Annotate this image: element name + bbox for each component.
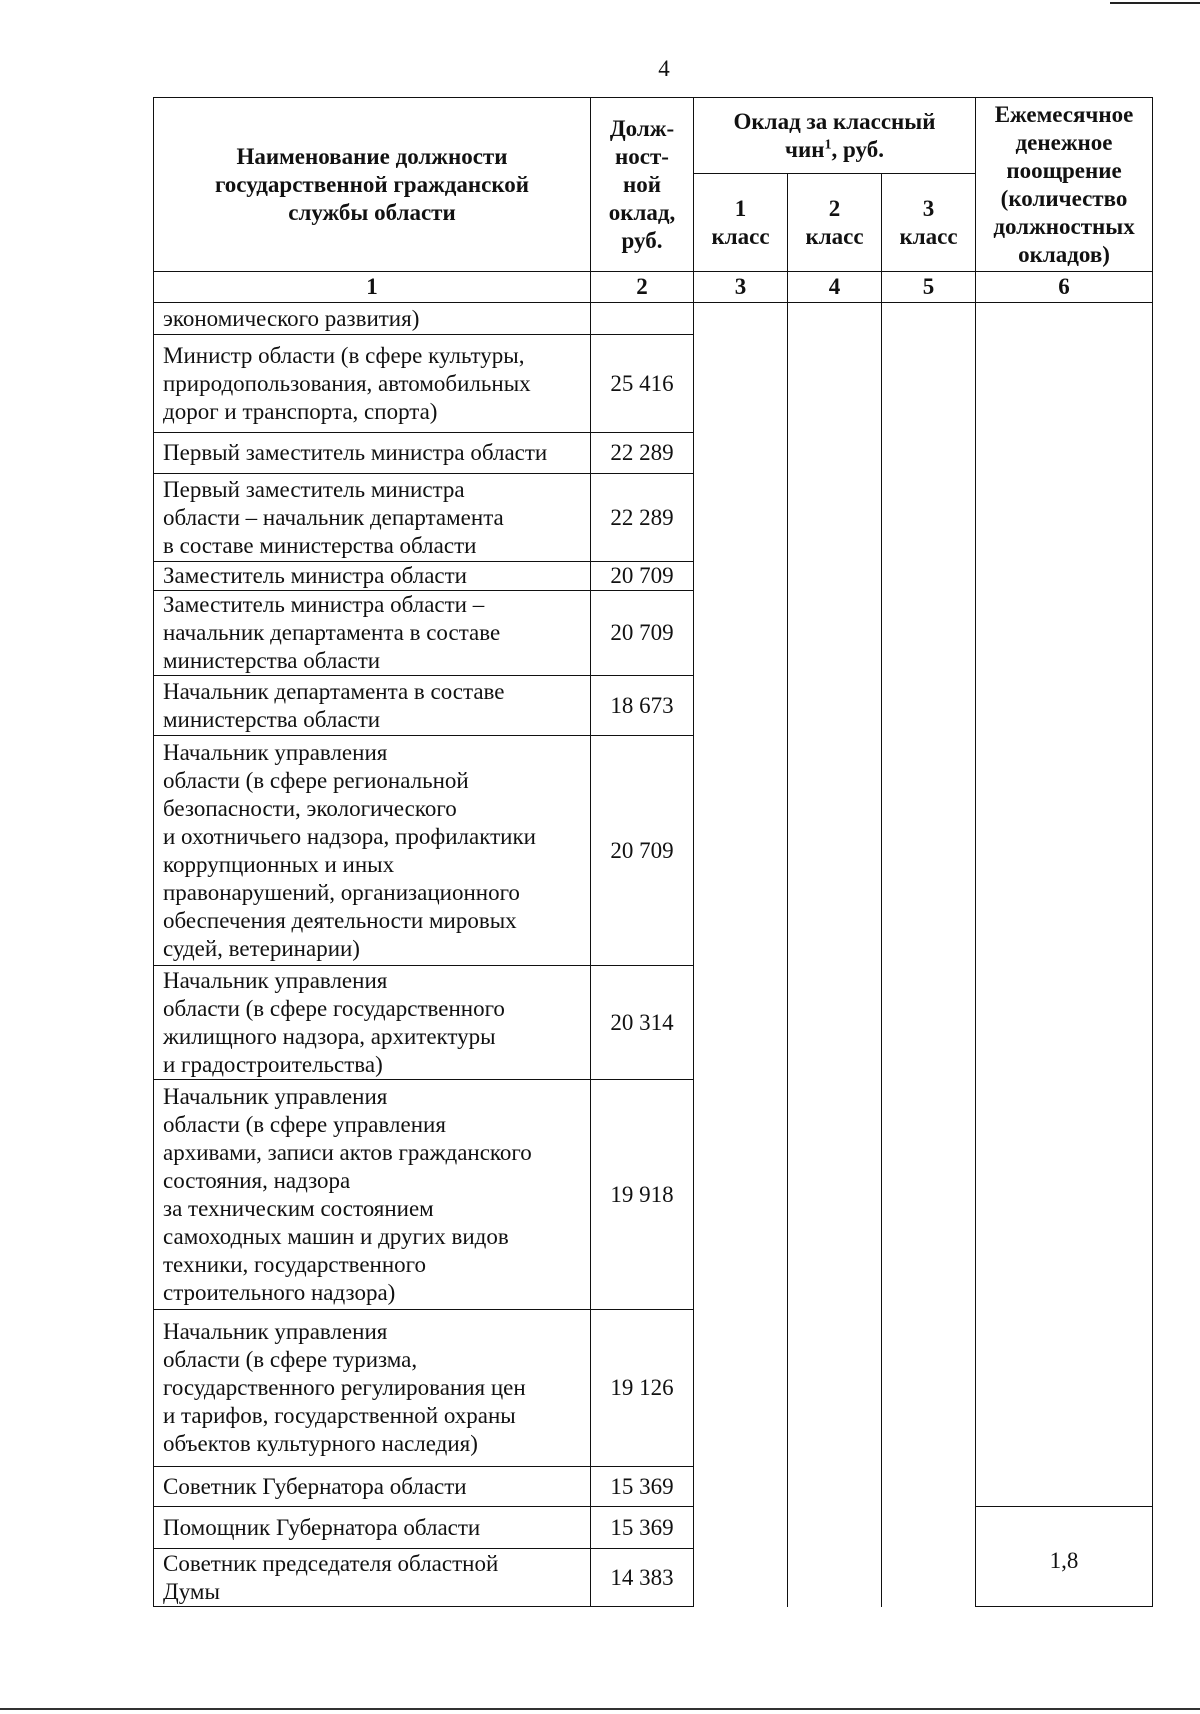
header-class-3: 3 класс [882, 174, 976, 272]
column-number: 5 [882, 272, 976, 303]
position-name: Министр области (в сфере культуры, природопользования, автомобильных дорог и транспорта, спорта) [154, 335, 591, 433]
base-salary: 19 126 [591, 1310, 694, 1467]
position-name: Советник председателя областной Думы [154, 1549, 591, 1607]
position-name: Заместитель министра области [154, 562, 591, 591]
position-name: Начальник управления области (в сфере туризма, государственного регулирования цен и тарифов, государственной охраны объектов культурного наследия) [154, 1310, 591, 1467]
position-name: Помощник Губернатора области [154, 1507, 591, 1549]
column-number: 6 [976, 272, 1153, 303]
bonus-cell [976, 303, 1153, 1507]
header-class-rank-salary: Оклад за классный чин$^1$, руб. [694, 98, 976, 174]
position-name: Начальник департамента в составе министерства области [154, 676, 591, 736]
header-class-2: 2 класс [788, 174, 882, 272]
position-name: Начальник управления области (в сфере региональной безопасности, экологического и охотничьего надзора, профилактики коррупционных и иных правонарушений, организационного обеспечения деятельности мировых судей, ветеринарии) [154, 736, 591, 966]
scan-edge-mark [0, 1708, 1200, 1710]
position-name: Советник Губернатора области [154, 1467, 591, 1507]
base-salary [591, 303, 694, 335]
column-number-row [154, 272, 1153, 303]
base-salary: 20 709 [591, 591, 694, 676]
base-salary: 20 709 [591, 736, 694, 966]
base-salary: 15 369 [591, 1467, 694, 1507]
base-salary: 18 673 [591, 676, 694, 736]
position-name: Заместитель министра области – начальник департамента в составе министерства области [154, 591, 591, 676]
position-name: Начальник управления области (в сфере государственного жилищного надзора, архитектуры и градостроительства) [154, 966, 591, 1080]
bonus-value: 1,8 [976, 1507, 1153, 1607]
table-row [154, 1507, 1153, 1549]
column-number: 4 [788, 272, 882, 303]
base-salary: 20 314 [591, 966, 694, 1080]
base-salary: 20 709 [591, 562, 694, 591]
class-2-cell [788, 303, 882, 1607]
position-name: Первый заместитель министра области – начальник департамента в составе министерства области [154, 474, 591, 562]
header-monthly-bonus: Ежемесячное денежное поощрение (количество должностных окладов) [976, 98, 1153, 272]
position-name: Первый заместитель министра области [154, 433, 591, 474]
column-number: 1 [154, 272, 591, 303]
column-number: 3 [694, 272, 788, 303]
scan-edge-mark [1110, 2, 1200, 4]
base-salary: 22 289 [591, 474, 694, 562]
position-name: Начальник управления области (в сфере управления архивами, записи актов гражданского состояния, надзора за техническим состоянием самоходных машин и других видов техники, государственного строительного надзора) [154, 1080, 591, 1310]
base-salary: 14 383 [591, 1549, 694, 1607]
header-base-salary: Долж- ност- ной оклад, руб. [591, 98, 694, 272]
base-salary: 19 918 [591, 1080, 694, 1310]
page-number: 4 [658, 56, 670, 81]
base-salary: 15 369 [591, 1507, 694, 1549]
position-name: экономического развития) [154, 303, 591, 335]
table-row [154, 303, 1153, 335]
class-1-cell [694, 303, 788, 1607]
column-number: 2 [591, 272, 694, 303]
base-salary: 22 289 [591, 433, 694, 474]
header-class-1: 1 класс [694, 174, 788, 272]
class-3-cell [882, 303, 976, 1607]
base-salary: 25 416 [591, 335, 694, 433]
salary-table [153, 97, 1153, 1607]
header-position-name: Наименование должности государственной гражданской службы области [154, 98, 591, 272]
